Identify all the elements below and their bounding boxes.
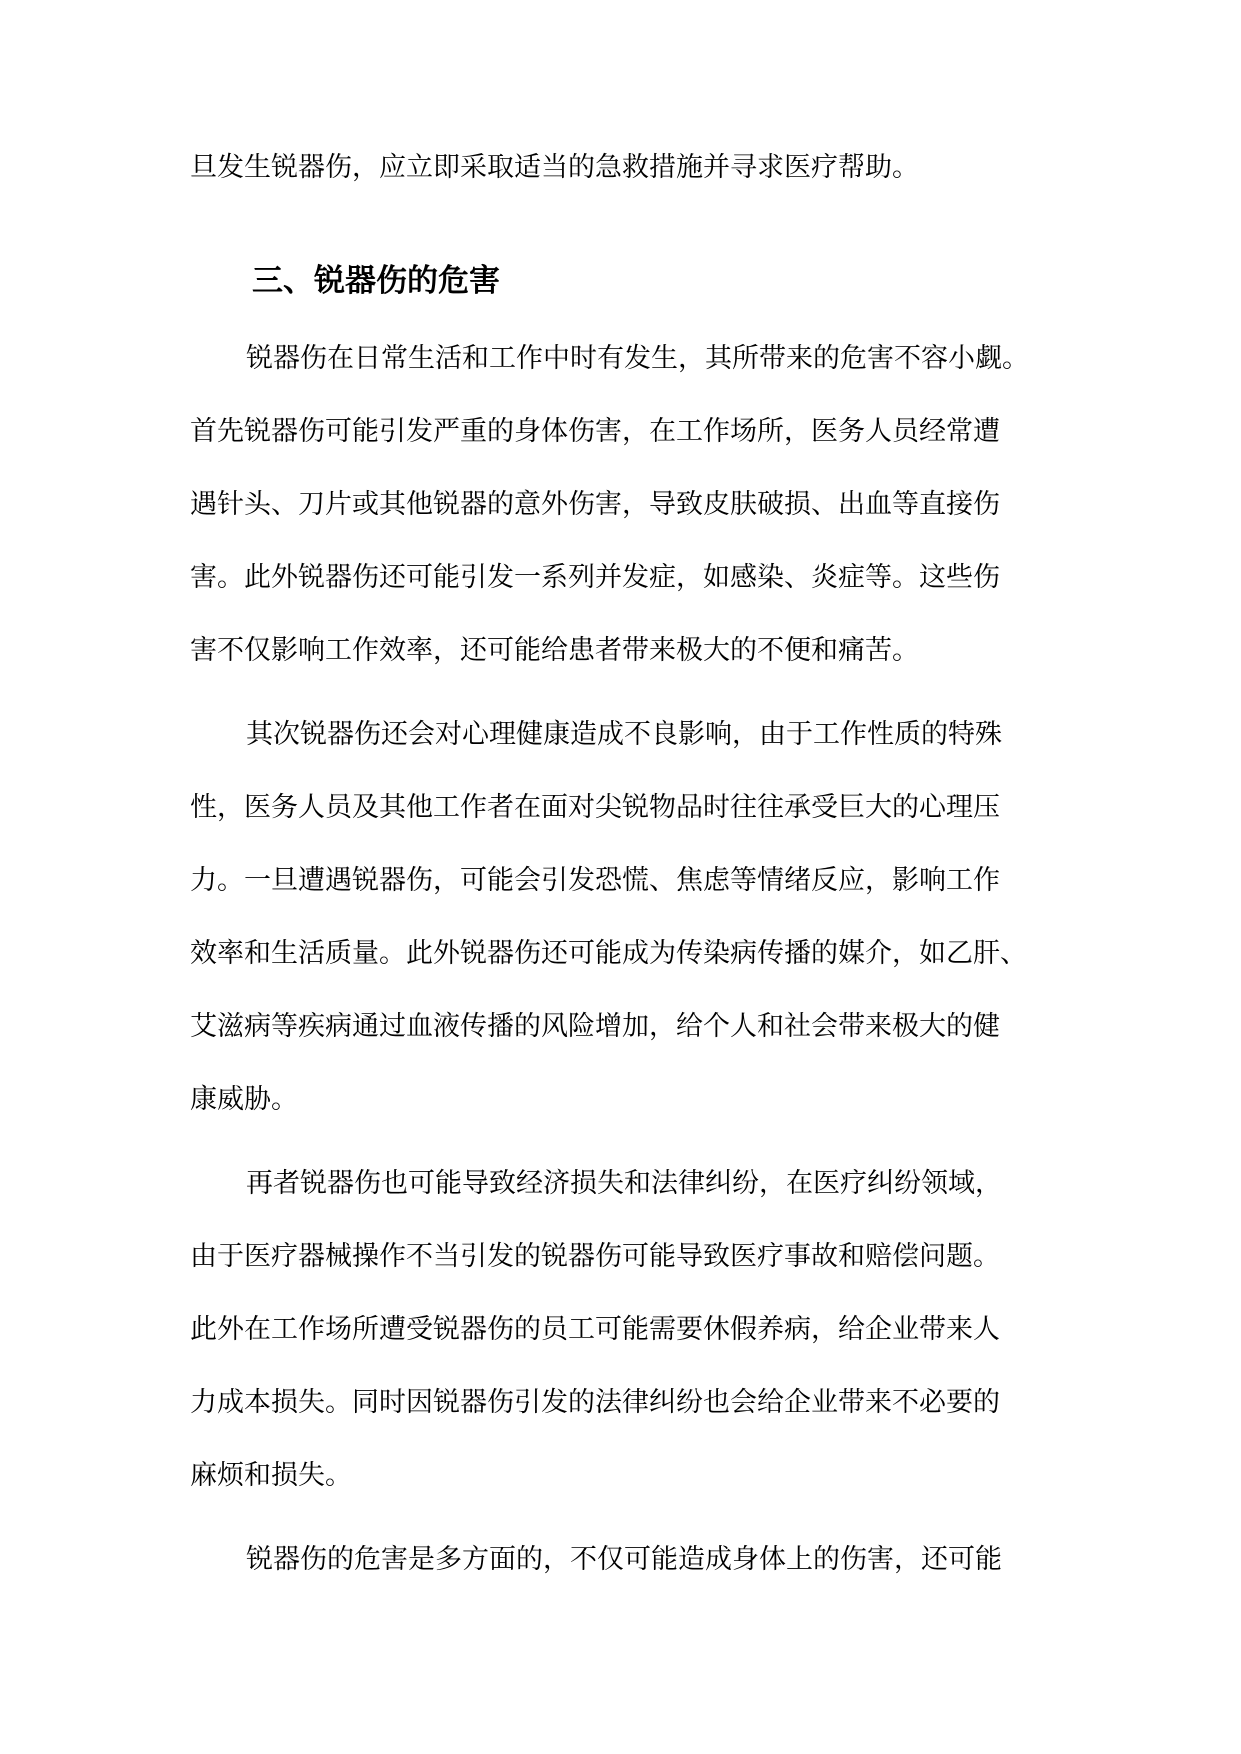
text-line: 性，医务人员及其他工作者在面对尖锐物品时往往承受巨大的心理压 [190, 792, 1000, 823]
text-line: 由于医疗器械操作不当引发的锐器伤可能导致医疗事故和赔偿问题。 [190, 1241, 1000, 1272]
text-line: 锐器伤的危害是多方面的，不仅可能造成身体上的伤害，还可能 [246, 1544, 1002, 1575]
text-line: 效率和生活质量。此外锐器伤还可能成为传染病传播的媒介，如乙肝、 [190, 938, 1027, 969]
text-line: 害。此外锐器伤还可能引发一系列并发症，如感染、炎症等。这些伤 [190, 562, 1000, 593]
text-line: 首先锐器伤可能引发严重的身体伤害，在工作场所，医务人员经常遭 [190, 416, 1000, 447]
text-line: 此外在工作场所遭受锐器伤的员工可能需要休假养病，给企业带来人 [190, 1314, 1000, 1345]
text-line: 力成本损失。同时因锐器伤引发的法律纠纷也会给企业带来不必要的 [190, 1387, 1000, 1418]
text-line: 旦发生锐器伤，应立即采取适当的急救措施并寻求医疗帮助。 [190, 152, 919, 183]
section-heading: 三、锐器伤的危害 [252, 263, 500, 299]
text-line: 遇针头、刀片或其他锐器的意外伤害，导致皮肤破损、出血等直接伤 [190, 489, 1000, 520]
text-line: 康威胁。 [190, 1084, 298, 1115]
text-line: 力。一旦遭遇锐器伤，可能会引发恐慌、焦虑等情绪反应，影响工作 [190, 865, 1000, 896]
text-line: 其次锐器伤还会对心理健康造成不良影响，由于工作性质的特殊 [246, 719, 1002, 750]
text-line: 再者锐器伤也可能导致经济损失和法律纠纷，在医疗纠纷领域， [246, 1168, 1002, 1199]
text-line: 害不仅影响工作效率，还可能给患者带来极大的不便和痛苦。 [190, 635, 919, 666]
text-line: 锐器伤在日常生活和工作中时有发生，其所带来的危害不容小觑。 [246, 343, 1029, 374]
text-line: 艾滋病等疾病通过血液传播的风险增加，给个人和社会带来极大的健 [190, 1011, 1000, 1042]
text-line: 麻烦和损失。 [190, 1460, 352, 1491]
